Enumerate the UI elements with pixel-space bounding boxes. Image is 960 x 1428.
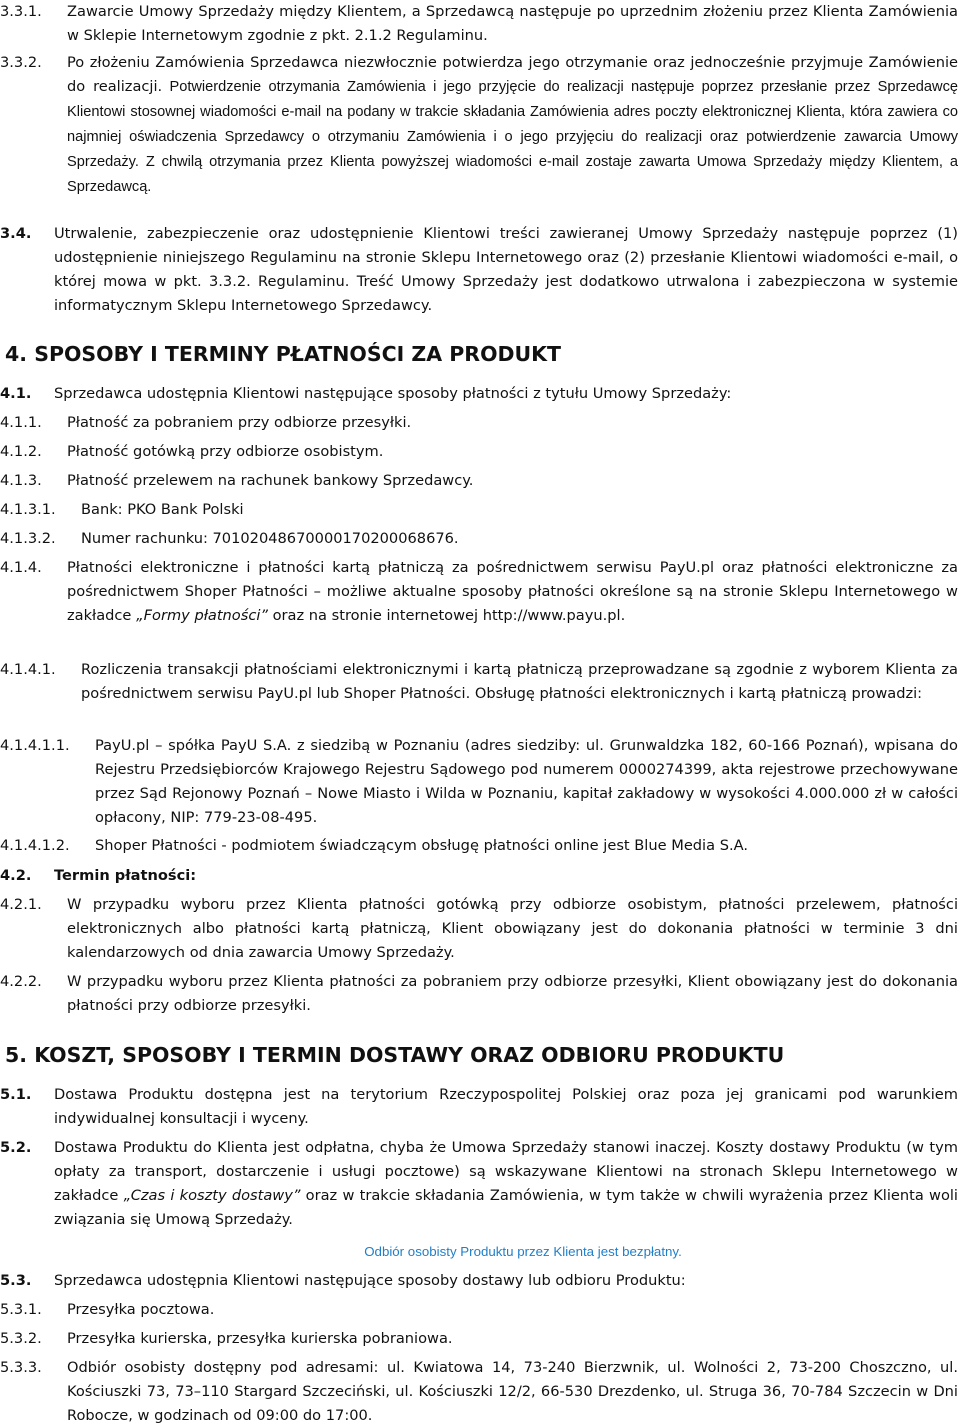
paragraph-text: Bank: PKO Bank Polski xyxy=(81,501,244,518)
paragraph-text: W przypadku wyboru przez Klienta płatności gotówką przy odbiorze osobistym, płatności przelewem, płatności elektronicznych albo płatności kartą płatniczą, Klient obowiązany jest do dokonania płatności w terminie 3 dni kalendarzowych od dnia zawarcia Umowy Sprzedaży. xyxy=(67,896,958,961)
paragraph-number: 4.2.2. xyxy=(0,973,42,990)
paragraph-text-a: Płatności elektroniczne i płatności kartą płatniczą za pośrednictwem serwisu PayU.pl oraz płatności elektroniczne za pośrednictwem Shoper Płatności – możliwe aktualne sposoby płatności określone są na stronie Sklepu Internetowego w zakładce xyxy=(67,559,958,624)
paragraph-text: Sprzedawca udostępnia Klientowi następujące sposoby dostawy lub odbioru Produktu: xyxy=(54,1272,686,1289)
paragraph-5-1 xyxy=(0,1083,960,1131)
paragraph-number: 4.1.4.1.2. xyxy=(0,837,70,854)
paragraph-text: Przesyłka pocztowa. xyxy=(67,1301,215,1318)
paragraph-number: 4.1.3. xyxy=(0,472,42,489)
paragraph-number: 5.2. xyxy=(0,1139,32,1156)
paragraph-text: Termin płatności: xyxy=(54,867,197,884)
paragraph-text-b: oraz na stronie internetowej http://www.payu.pl. xyxy=(267,606,626,624)
paragraph-3-3-1 xyxy=(0,0,960,48)
paragraph-number: 3.4. xyxy=(0,225,32,242)
paragraph-number: 4.1.4. xyxy=(0,559,42,576)
paragraph-text-a: Po złożeniu Zamówienia Sprzedawca niezwłocznie potwierdza jego otrzymanie oraz jednocześnie przyjmuje Zamówienie do realizacji. xyxy=(67,54,958,95)
paragraph-4-2-1 xyxy=(0,893,960,965)
paragraph-5-3-2 xyxy=(0,1327,960,1351)
free-pickup-note: Odbiór osobisty Produktu przez Klienta jest bezpłatny. xyxy=(364,1244,682,1259)
paragraph-number: 3.3.1. xyxy=(0,3,42,20)
paragraph-number: 5.3. xyxy=(0,1272,32,1289)
paragraph-5-3 xyxy=(0,1269,960,1293)
paragraph-text: Numer rachunku: 70102048670000170200068676. xyxy=(81,530,459,547)
paragraph-4-1-4-1-1 xyxy=(0,734,960,830)
paragraph-5-3-1 xyxy=(0,1298,960,1322)
paragraph-number: 4.1.3.1. xyxy=(0,501,56,518)
paragraph-number: 5.3.2. xyxy=(0,1330,42,1347)
tab-reference-delivery: „Czas i koszty dostawy” xyxy=(123,1186,301,1204)
paragraph-text: Shoper Płatności - podmiotem świadczącym obsługę płatności online jest Blue Media S.A. xyxy=(95,837,748,854)
paragraph-text: Zawarcie Umowy Sprzedaży między Klientem, a Sprzedawcą następuje po uprzednim złożeniu przez Klienta Zamówienia w Sklepie Internetowym zgodnie z pkt. 2.1.2 Regulaminu. xyxy=(67,3,958,44)
paragraph-number: 4.1. xyxy=(0,385,32,402)
paragraph-text: Utrwalenie, zabezpieczenie oraz udostępnienie Klientowi treści zawieranej Umowy Sprzedaży następuje poprzez (1) udostępnienie niniejszego Regulaminu na stronie Sklepu Internetowego oraz (2) przesłanie Klientowi wiadomości e-mail, o której mowa w pkt. 3.3.2. Regulaminu. Treść Umowy Sprzedaży jest dodatkowo utrwalona i zabezpieczona w systemie informatycznym Sklepu Internetowego Sprzedawcy. xyxy=(54,225,958,314)
paragraph-number: 4.1.2. xyxy=(0,443,42,460)
paragraph-4-2 xyxy=(0,864,960,888)
paragraph-text-b: Potwierdzenie otrzymania Zamówienia i jego przyjęcie do realizacji następuje poprzez przesłanie przez Sprzedawcę Klientowi stosownej wiadomości e-mail na podany w trakcie składania Zamówienia adres poczty elektronicznej Klienta, która zawiera co najmniej oświadczenia Sprzedawcy o otrzymaniu Zamówienia i o jego przyjęciu do realizacji oraz potwierdzenie zawarcia Umowy Sprzedaży. Z chwilą otrzymania przez Klienta powyższej wiadomości e-mail zostaje zawarta Umowa Sprzedaży między Klientem, a Sprzedawcą. xyxy=(67,78,958,195)
paragraph-number: 5.3.3. xyxy=(0,1359,42,1376)
paragraph-4-1-4-1 xyxy=(0,658,960,706)
paragraph-text: Płatność gotówką przy odbiorze osobistym. xyxy=(67,443,384,460)
section-heading-5: 5. KOSZT, SPOSOBY I TERMIN DOSTAWY ORAZ ODBIORU PRODUKTU xyxy=(5,1043,785,1067)
paragraph-4-2-2 xyxy=(0,970,960,1018)
paragraph-number: 4.2. xyxy=(0,867,32,884)
paragraph-number: 3.3.2. xyxy=(0,54,42,71)
paragraph-3-3-2 xyxy=(0,51,960,199)
paragraph-number: 4.2.1. xyxy=(0,896,42,913)
paragraph-text: Odbiór osobisty dostępny pod adresami: ul. Kwiatowa 14, 73-240 Bierzwnik, ul. Wolności 2, 73-200 Choszczno, ul. Kościuszki 73, 73–110 Stargard Szczeciński, ul. Kościuszki 12/2, 66-530 Drezdenko, ul. Struga 36, 70-784 Szczecin w Dni Robocze, w godzinach od 09:00 do 17:00. xyxy=(67,1359,958,1424)
paragraph-text: W przypadku wyboru przez Klienta płatności za pobraniem przy odbiorze przesyłki, Klient obowiązany jest do dokonania płatności przy odbiorze przesyłki. xyxy=(67,973,958,1014)
paragraph-3-4 xyxy=(0,222,960,318)
paragraph-text: PayU.pl – spółka PayU S.A. z siedzibą w Poznaniu (adres siedziby: ul. Grunwaldzka 182, 60-166 Poznań), wpisana do Rejestru Przedsiębiorców Krajowego Rejestru Sądowego pod numerem 0000274399, akta rejestrowe przechowywane przez Sąd Rejonowy Poznań – Nowe Miasto i Wilda w Poznaniu, kapitał zakładowy w wysokości 4.000.000 zł w całości opłacony, NIP: 779-23-08-495. xyxy=(95,737,958,826)
paragraph-text: Dostawa Produktu dostępna jest na terytorium Rzeczypospolitej Polskiej oraz poza jej granicami pod warunkiem indywidualnej konsultacji i wyceny. xyxy=(54,1086,958,1127)
paragraph-5-3-3 xyxy=(0,1356,960,1428)
paragraph-number: 4.1.4.1.1. xyxy=(0,737,70,754)
paragraph-5-2 xyxy=(0,1136,960,1232)
paragraph-number: 4.1.4.1. xyxy=(0,661,56,678)
paragraph-4-1-3-1 xyxy=(0,498,960,522)
paragraph-4-1-1 xyxy=(0,411,960,435)
paragraph-number: 4.1.3.2. xyxy=(0,530,56,547)
paragraph-text: Przesyłka kurierska, przesyłka kurierska pobraniowa. xyxy=(67,1330,453,1347)
paragraph-number: 5.3.1. xyxy=(0,1301,42,1318)
paragraph-text: Sprzedawca udostępnia Klientowi następujące sposoby płatności z tytułu Umowy Sprzedaży: xyxy=(54,385,732,402)
paragraph-4-1-2 xyxy=(0,440,960,464)
paragraph-4-1-4-1-2 xyxy=(0,834,960,858)
paragraph-number: 4.1.1. xyxy=(0,414,42,431)
paragraph-text: Płatność za pobraniem przy odbiorze przesyłki. xyxy=(67,414,412,431)
paragraph-text: Płatność przelewem na rachunek bankowy Sprzedawcy. xyxy=(67,472,474,489)
paragraph-text-b: oraz w trakcie składania Zamówienia, w tym także w chwili wyrażenia przez Klienta woli związania się Umową Sprzedaży. xyxy=(54,1186,958,1228)
section-heading-4: 4. SPOSOBY I TERMINY PŁATNOŚCI ZA PRODUKT xyxy=(5,342,562,366)
paragraph-4-1 xyxy=(0,382,960,406)
paragraph-4-1-3-2 xyxy=(0,527,960,551)
paragraph-4-1-4 xyxy=(0,556,960,628)
paragraph-4-1-3 xyxy=(0,469,960,493)
tab-reference-payment-methods: „Formy płatności” xyxy=(136,606,268,624)
paragraph-text: Rozliczenia transakcji płatnościami elektronicznymi i kartą płatniczą przeprowadzane są zgodnie z wyborem Klienta za pośrednictwem serwisu PayU.pl lub Shoper Płatności. Obsługę płatności elektronicznych i kartą płatniczą prowadzi: xyxy=(81,661,958,702)
paragraph-text-a: Dostawa Produktu do Klienta jest odpłatna, chyba że Umowa Sprzedaży stanowi inaczej. Koszty dostawy Produktu (w tym opłaty za transport, dostarczenie i usługi pocztowe) są wskazywane Klientowi na stronach Sklepu Internetowego w zakładce xyxy=(54,1139,958,1204)
paragraph-number: 5.1. xyxy=(0,1086,32,1103)
